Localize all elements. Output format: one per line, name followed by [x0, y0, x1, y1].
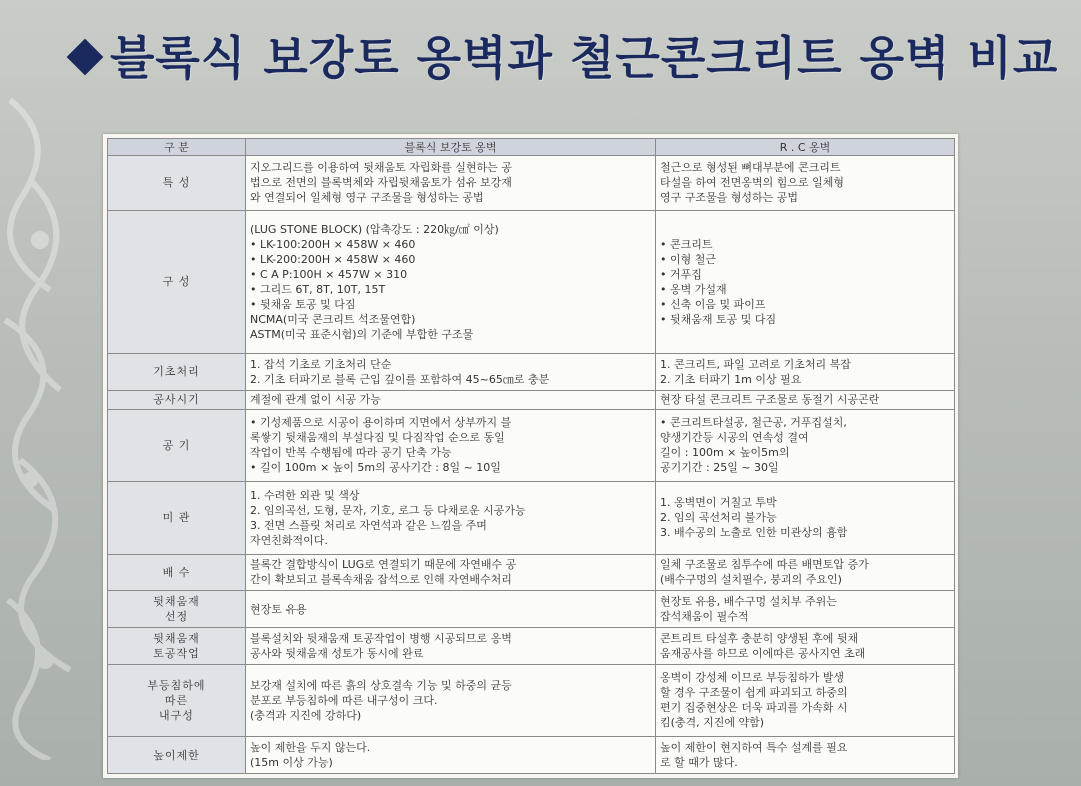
block-wall-cell — [246, 409, 656, 481]
block-wall-cell-line: 간이 확보되고 블록속채움 잡석으로 인해 자연배수처리 — [250, 573, 512, 587]
row-label-line: 뒷채움재 — [153, 631, 200, 645]
block-wall-cell-line: 자연친화적이다. — [250, 533, 328, 547]
rc-wall-cell — [656, 554, 955, 591]
rc-wall-cell-line: • 이형 철근 — [660, 252, 716, 266]
block-wall-cell-line: 계절에 관계 없이 시공 가능 — [250, 393, 381, 407]
row-label — [108, 409, 246, 481]
rc-wall-cell-line: 콘트리트 타설후 충분히 양생된 후에 뒷채 — [660, 631, 859, 645]
rc-wall-cell-line: • 콘크리트타설공, 철근공, 거푸집설치, — [660, 416, 847, 430]
block-wall-cell-line: 록쌓기 뒷채움재의 부설다짐 및 다짐작업 순으로 동일 — [250, 431, 505, 445]
block-wall-cell — [246, 156, 656, 211]
rc-wall-cell — [656, 354, 955, 391]
header-category: 구 분 — [108, 139, 246, 156]
block-wall-cell-line: 높이 제한을 두지 않는다. — [250, 741, 371, 755]
row-label-line: 기초처리 — [153, 365, 200, 379]
block-wall-cell-line: 1. 수려한 외관 및 색상 — [250, 488, 360, 502]
table-row — [108, 354, 955, 391]
row-label-line: 따른 — [164, 693, 189, 707]
rc-wall-cell — [656, 737, 955, 774]
table-row — [108, 591, 955, 628]
row-label — [108, 210, 246, 354]
row-label-line: 특 성 — [162, 176, 191, 190]
rc-wall-cell-line: 높이 제한이 현지하여 특수 설계를 필요 — [660, 741, 848, 755]
rc-wall-cell-line: 2. 임의 곡선처리 불가능 — [660, 511, 777, 525]
table-row — [108, 409, 955, 481]
rc-wall-cell-line: 옹벽이 강성체 이므로 부등침하가 발생 — [660, 671, 845, 685]
rc-wall-cell-line: 1. 콘크리트, 파일 고려로 기초처리 복잡 — [660, 357, 851, 371]
block-wall-cell-line: 보강재 설치에 따른 흙의 상호결속 기능 및 하중의 균등 — [250, 678, 512, 692]
rc-wall-cell-line: 잡석채움이 필수적 — [660, 610, 749, 624]
block-wall-cell-line: • LK-100:200H × 458W × 460 — [250, 237, 416, 251]
block-wall-cell-line: (15m 이상 가능) — [250, 756, 333, 770]
table-row — [108, 737, 955, 774]
block-wall-cell-line: 블록설치와 뒷채움재 토공작업이 병행 시공되므로 옹벽 — [250, 631, 512, 645]
header-rc-wall: R . C 옹벽 — [656, 139, 955, 156]
comparison-sheet — [103, 134, 958, 778]
block-wall-cell — [246, 354, 656, 391]
block-wall-cell-line: • 기성제품으로 시공이 용이하며 지면에서 상부까지 블 — [250, 416, 512, 430]
rc-wall-cell — [656, 409, 955, 481]
block-wall-cell — [246, 482, 656, 554]
block-wall-cell-line: 분포로 부등침하에 따른 내구성이 크다. — [250, 693, 438, 707]
rc-wall-cell-line: • 콘크리트 — [660, 237, 713, 251]
table-row — [108, 554, 955, 591]
rc-wall-cell-line: • 뒷채움재 토공 및 다짐 — [660, 312, 777, 326]
background-ornament — [0, 60, 95, 760]
header-block-wall: 블록식 보강토 옹벽 — [246, 139, 656, 156]
rc-wall-cell-line: 편기 집중현상은 더욱 파괴를 가속화 시 — [660, 701, 848, 715]
row-label — [108, 354, 246, 391]
rc-wall-cell-line: 현장토 유용, 배수구멍 설치부 주위는 — [660, 595, 837, 609]
block-wall-cell-line: 2. 기초 터파기로 블록 근입 깊이를 포함하여 45~65㎝로 충분 — [250, 372, 550, 386]
table-body — [108, 156, 955, 774]
table-row — [108, 664, 955, 736]
rc-wall-cell-line: 할 경우 구조물이 쉽게 파괴되고 하중의 — [660, 686, 848, 700]
block-wall-cell — [246, 628, 656, 665]
block-wall-cell-line: 작업이 반복 수행됨에 따라 공기 단축 가능 — [250, 446, 452, 460]
row-label-line: 선정 — [164, 610, 189, 624]
block-wall-cell-line: • 그리드 6T, 8T, 10T, 15T — [250, 282, 386, 296]
rc-wall-cell-line: • 거푸집 — [660, 267, 702, 281]
block-wall-cell-line: • 뒷채움 토공 및 다짐 — [250, 297, 356, 311]
rc-wall-cell — [656, 156, 955, 211]
block-wall-cell-line: 지오그리드를 이용하여 뒷채움토 자립화를 실현하는 공 — [250, 161, 512, 175]
rc-wall-cell-line: 공기기간 : 25일 ~ 30일 — [660, 461, 779, 475]
block-wall-cell-line: • C A P:100H × 457W × 310 — [250, 267, 408, 281]
rc-wall-cell — [656, 482, 955, 554]
block-wall-cell — [246, 390, 656, 409]
row-label-line: 부등침하에 — [147, 678, 206, 692]
rc-wall-cell-line: 1. 옹벽면이 거칠고 투박 — [660, 496, 777, 510]
comparison-table — [107, 138, 955, 774]
table-header-row — [108, 139, 955, 156]
block-wall-cell-line: NCMA(미국 콘크리트 석조물연합) — [250, 312, 416, 326]
block-wall-cell-line: 2. 임의곡선, 도형, 문자, 기호, 로그 등 다채로운 시공가능 — [250, 503, 526, 517]
row-label — [108, 482, 246, 554]
row-label-line: 배 수 — [162, 565, 191, 579]
rc-wall-cell-line: • 신축 이음 및 파이프 — [660, 297, 766, 311]
rc-wall-cell — [656, 628, 955, 665]
rc-wall-cell — [656, 664, 955, 736]
rc-wall-cell-line: 로 할 때가 많다. — [660, 756, 738, 770]
table-row — [108, 156, 955, 211]
block-wall-cell — [246, 554, 656, 591]
rc-wall-cell-line: 타설을 하여 전면옹벽의 힘으로 일체형 — [660, 176, 845, 190]
rc-wall-cell-line: 철근으로 형성된 뼈대부분에 콘크리트 — [660, 161, 841, 175]
block-wall-cell-line: 현장토 유용 — [250, 602, 307, 616]
block-wall-cell-line: (LUG STONE BLOCK) (압축강도 : 220㎏/㎠ 이상) — [250, 222, 499, 236]
rc-wall-cell-line: 킴(충격, 지진에 약함) — [660, 716, 765, 730]
rc-wall-cell-line: 길이 : 100m × 높이5m의 — [660, 446, 790, 460]
rc-wall-cell-line: 2. 기초 터파기 1m 이상 필요 — [660, 372, 802, 386]
block-wall-cell-line: 블록간 결합방식이 LUG로 연결되기 때문에 자연배수 공 — [250, 558, 517, 572]
rc-wall-cell-line: 현장 타설 콘크리트 구조물로 동절기 시공곤란 — [660, 393, 880, 407]
block-wall-cell-line: • LK-200:200H × 458W × 460 — [250, 252, 416, 266]
row-label-line: 구 성 — [162, 275, 191, 289]
rc-wall-cell-line: 일체 구조물로 침투수에 따른 배면토압 증가 — [660, 558, 869, 572]
row-label-line: 뒷채움재 — [153, 595, 200, 609]
row-label-line: 내구성 — [159, 708, 194, 722]
row-label — [108, 156, 246, 211]
diamond-bullet-icon — [67, 39, 104, 76]
block-wall-cell — [246, 664, 656, 736]
rc-wall-cell — [656, 390, 955, 409]
row-label — [108, 628, 246, 665]
rc-wall-cell-line: 3. 배수공의 노출로 인한 미관상의 흉함 — [660, 526, 848, 540]
row-label-line: 공사시기 — [153, 393, 200, 407]
block-wall-cell-line: 공사와 뒷채움재 성토가 동시에 완료 — [250, 646, 424, 660]
page-title-text: 블록식 보강토 옹벽과 철근콘크리트 옹벽 비교 — [110, 31, 1059, 85]
block-wall-cell-line: 법으로 전면의 블록벽체와 자립뒷채움토가 섬유 보강재 — [250, 176, 512, 190]
rc-wall-cell-line: (배수구멍의 설치필수, 붕괴의 주요인) — [660, 573, 842, 587]
block-wall-cell — [246, 591, 656, 628]
block-wall-cell-line: (충격과 지진에 강하다) — [250, 708, 362, 722]
row-label — [108, 390, 246, 409]
block-wall-cell-line: ASTM(미국 표준시험)의 기준에 부합한 구조물 — [250, 327, 474, 341]
table-row — [108, 482, 955, 554]
row-label — [108, 737, 246, 774]
table-row — [108, 390, 955, 409]
row-label-line: 높이제한 — [153, 748, 200, 762]
page-title — [62, 22, 1058, 88]
row-label-line: 토공작업 — [153, 646, 200, 660]
row-label-line: 공 기 — [162, 438, 191, 452]
table-row — [108, 210, 955, 354]
block-wall-cell-line: 와 연결되어 일체형 영구 구조물을 형성하는 공법 — [250, 191, 484, 205]
rc-wall-cell-line: 양생기간등 시공의 연속성 결여 — [660, 431, 809, 445]
rc-wall-cell-line: • 옹벽 가설재 — [660, 282, 727, 296]
row-label — [108, 591, 246, 628]
block-wall-cell — [246, 737, 656, 774]
block-wall-cell-line: 3. 전면 스플릿 처리로 자연석과 같은 느낌을 주며 — [250, 518, 487, 532]
row-label — [108, 664, 246, 736]
block-wall-cell-line: • 길이 100m × 높이 5m의 공사기간 : 8일 ~ 10일 — [250, 461, 501, 475]
block-wall-cell — [246, 210, 656, 354]
row-label-line: 미 관 — [162, 511, 191, 525]
block-wall-cell-line: 1. 잡석 기초로 기초처리 단순 — [250, 357, 392, 371]
rc-wall-cell-line: 움재공사를 하므로 이에따른 공사지연 초래 — [660, 646, 866, 660]
table-row — [108, 628, 955, 665]
rc-wall-cell — [656, 210, 955, 354]
row-label — [108, 554, 246, 591]
rc-wall-cell-line: 영구 구조물을 형성하는 공법 — [660, 191, 799, 205]
rc-wall-cell — [656, 591, 955, 628]
